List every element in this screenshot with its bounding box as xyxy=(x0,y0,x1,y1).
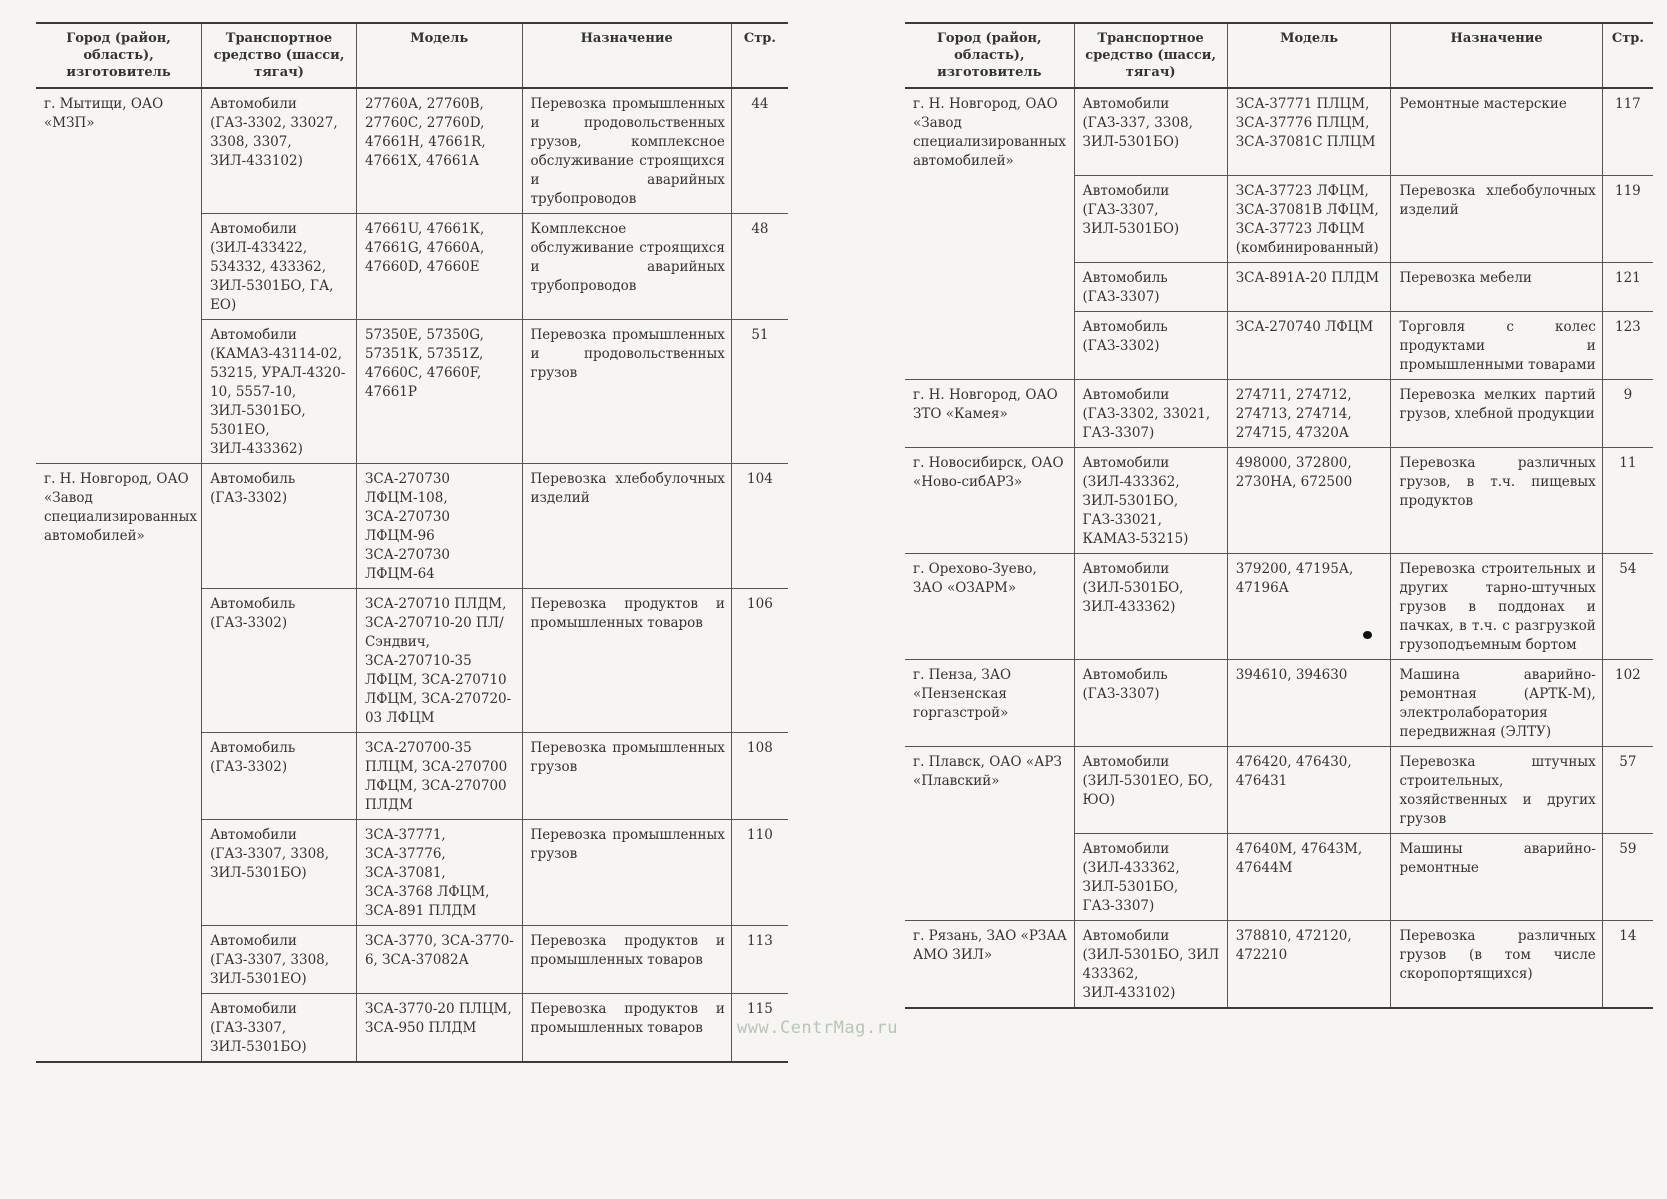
vehicle-cell: Автомобиль (ГАЗ-3307) xyxy=(1074,659,1227,746)
model-cell: ЗСА-3770, ЗСА-3770-6, ЗСА-37082А xyxy=(356,926,522,994)
table-row xyxy=(36,589,788,733)
page-cell: 51 xyxy=(731,320,788,464)
model-cell: ЗСА-3770-20 ПЛЦМ, ЗСА-950 ПЛДМ xyxy=(356,994,522,1063)
city-cell: г. Мытищи, ОАО «МЗП» xyxy=(36,88,202,214)
page-cell: 113 xyxy=(731,926,788,994)
city-cell: г. Н. Новгород, ОАО «Завод специализированных автомобилей» xyxy=(905,88,1074,175)
vehicle-cell: Автомобили (ЗИЛ-5301БО, ЗИЛ-433362) xyxy=(1074,553,1227,659)
table-row xyxy=(36,733,788,820)
model-cell: 394610, 394630 xyxy=(1227,659,1391,746)
page-cell: 48 xyxy=(731,214,788,320)
table-body-left xyxy=(36,88,788,1062)
purpose-cell: Перевозка различных грузов (в том числе скоропортящихся) xyxy=(1391,920,1602,1008)
vehicle-cell: Автомобиль (ГАЗ-3307) xyxy=(1074,262,1227,311)
page-cell: 9 xyxy=(1602,379,1653,447)
header-row xyxy=(905,23,1653,88)
vehicle-cell: Автомобили (ГАЗ-3307, 3308, ЗИЛ-5301БО) xyxy=(202,820,357,926)
vehicle-cell: Автомобили (ЗИЛ-433362, ЗИЛ-5301БО, ГАЗ-3307) xyxy=(1074,833,1227,920)
model-cell: 476420, 476430, 476431 xyxy=(1227,746,1391,833)
purpose-cell: Машина аварийно-ремонтная (АРТК-М), электролаборатория передвижная (ЭЛТУ) xyxy=(1391,659,1602,746)
table-row xyxy=(905,746,1653,833)
city-cell: г. Н. Новгород, ОАО «Завод специализированных автомобилей» xyxy=(36,464,202,589)
purpose-cell: Перевозка продуктов и промышленных товаров xyxy=(522,926,731,994)
page-cell: 44 xyxy=(731,88,788,214)
city-cell: г. Плавск, ОАО «АРЗ «Плавский» xyxy=(905,746,1074,833)
header-page: Стр. xyxy=(731,23,788,88)
purpose-cell: Перевозка строительных и других тарно-штучных грузов в поддонах и пачках, в т.ч. с разгрузкой грузоподъемным бортом xyxy=(1391,553,1602,659)
page-cell: 102 xyxy=(1602,659,1653,746)
table-row xyxy=(905,920,1653,1008)
model-cell: ЗСА-37771, ЗСА-37776, ЗСА-37081, ЗСА-3768 ЛФЦМ, ЗСА-891 ПЛДМ xyxy=(356,820,522,926)
page-cell: 59 xyxy=(1602,833,1653,920)
catalog-table-left xyxy=(36,22,788,1063)
page-cell: 11 xyxy=(1602,447,1653,553)
page-cell: 115 xyxy=(731,994,788,1063)
model-cell: 57350Е, 57350G, 57351К, 57351Z, 47660С, 47660F, 47661Р xyxy=(356,320,522,464)
table-body-right xyxy=(905,88,1653,1008)
page-cell: 14 xyxy=(1602,920,1653,1008)
table-row xyxy=(905,175,1653,262)
page-cell: 110 xyxy=(731,820,788,926)
purpose-cell: Машины аварийно-ремонтные xyxy=(1391,833,1602,920)
purpose-cell: Перевозка промышленных и продовольственных грузов xyxy=(522,320,731,464)
purpose-cell: Торговля с колес продуктами и промышленными товарами xyxy=(1391,311,1602,379)
model-cell: 274711, 274712, 274713, 274714, 274715, 47320А xyxy=(1227,379,1391,447)
header-vehicle: Транспортное средство (шасси, тягач) xyxy=(1074,23,1227,88)
table-row xyxy=(36,820,788,926)
city-cell xyxy=(36,214,202,320)
page-cell: 106 xyxy=(731,589,788,733)
vehicle-cell: Автомобили (ЗИЛ-433422, 534332, 433362, ЗИЛ-5301БО, ГА, ЕО) xyxy=(202,214,357,320)
header-vehicle: Транспортное средство (шасси, тягач) xyxy=(202,23,357,88)
city-cell: г. Н. Новгород, ОАО ЗТО «Камея» xyxy=(905,379,1074,447)
purpose-cell: Перевозка продуктов и промышленных товаров xyxy=(522,589,731,733)
table-row xyxy=(905,311,1653,379)
header-purpose: Назначение xyxy=(522,23,731,88)
purpose-cell: Перевозка промышленных грузов xyxy=(522,820,731,926)
city-cell xyxy=(36,733,202,820)
city-cell xyxy=(905,311,1074,379)
vehicle-cell: Автомобиль (ГАЗ-3302) xyxy=(202,733,357,820)
vehicle-cell: Автомобиль (ГАЗ-3302) xyxy=(202,589,357,733)
purpose-cell: Перевозка мелких партий грузов, хлебной продукции xyxy=(1391,379,1602,447)
header-row xyxy=(36,23,788,88)
model-cell: 379200, 47195А, 47196А xyxy=(1227,553,1391,659)
page-cell: 121 xyxy=(1602,262,1653,311)
table-row xyxy=(905,262,1653,311)
city-cell xyxy=(36,589,202,733)
city-cell xyxy=(36,926,202,994)
watermark: www.CentrMag.ru xyxy=(737,1018,899,1038)
table-row xyxy=(36,320,788,464)
table-row xyxy=(36,994,788,1063)
purpose-cell: Ремонтные мастерские xyxy=(1391,88,1602,175)
table-row xyxy=(905,447,1653,553)
purpose-cell: Комплексное обслуживание строящихся и аварийных трубопроводов xyxy=(522,214,731,320)
vehicle-cell: Автомобили (ЗИЛ-5301ЕО, БО, ЮО) xyxy=(1074,746,1227,833)
model-cell: ЗСА-37723 ЛФЦМ, ЗСА-37081В ЛФЦМ, ЗСА-37723 ЛФЦМ (комбинированный) xyxy=(1227,175,1391,262)
header-page: Стр. xyxy=(1602,23,1653,88)
vehicle-cell: Автомобили (ГАЗ-3302, 33027, 3308, 3307, ЗИЛ-433102) xyxy=(202,88,357,214)
vehicle-cell: Автомобили (ГАЗ-337, 3308, ЗИЛ-5301БО) xyxy=(1074,88,1227,175)
table-row xyxy=(905,833,1653,920)
city-cell xyxy=(36,320,202,464)
vehicle-cell: Автомобиль (ГАЗ-3302) xyxy=(202,464,357,589)
table-row xyxy=(36,214,788,320)
header-city: Город (район, область), изготовитель xyxy=(36,23,202,88)
catalog-table-right xyxy=(905,22,1653,1009)
left-page xyxy=(36,22,788,1063)
purpose-cell: Перевозка продуктов и промышленных товаров xyxy=(522,994,731,1063)
purpose-cell: Перевозка хлебобулочных изделий xyxy=(522,464,731,589)
purpose-cell: Перевозка хлебобулочных изделий xyxy=(1391,175,1602,262)
city-cell: г. Рязань, ЗАО «РЗАА АМО ЗИЛ» xyxy=(905,920,1074,1008)
model-cell: 498000, 372800, 2730НА, 672500 xyxy=(1227,447,1391,553)
table-row xyxy=(905,88,1653,175)
model-cell: ЗСА-270700-35 ПЛЦМ, ЗСА-270700 ЛФЦМ, ЗСА-270700 ПЛДМ xyxy=(356,733,522,820)
city-cell xyxy=(905,175,1074,262)
model-cell: ЗСА-270730 ЛФЦМ-108, ЗСА-270730 ЛФЦМ-96 ЗСА-270730 ЛФЦМ-64 xyxy=(356,464,522,589)
model-cell: 27760А, 27760В, 27760С, 27760D, 47661Н, 47661R, 47661Х, 47661А xyxy=(356,88,522,214)
city-cell xyxy=(36,820,202,926)
right-page xyxy=(905,22,1653,1009)
header-purpose: Назначение xyxy=(1391,23,1602,88)
vehicle-cell: Автомобили (ГАЗ-3307, 3308, ЗИЛ-5301ЕО) xyxy=(202,926,357,994)
header-model: Модель xyxy=(356,23,522,88)
table-row xyxy=(905,659,1653,746)
table-row xyxy=(36,464,788,589)
table-row xyxy=(36,88,788,214)
page-cell: 119 xyxy=(1602,175,1653,262)
city-cell: г. Орехово-Зуево, ЗАО «ОЗАРМ» xyxy=(905,553,1074,659)
model-cell: ЗСА-270740 ЛФЦМ xyxy=(1227,311,1391,379)
page-cell: 117 xyxy=(1602,88,1653,175)
model-cell: 378810, 472120, 472210 xyxy=(1227,920,1391,1008)
model-cell: 47661U, 47661К, 47661G, 47660А, 47660D, 47660Е xyxy=(356,214,522,320)
page-cell: 108 xyxy=(731,733,788,820)
vehicle-cell: Автомобили (ГАЗ-3307, ЗИЛ-5301БО) xyxy=(202,994,357,1063)
page-cell: 54 xyxy=(1602,553,1653,659)
purpose-cell: Перевозка различных грузов, в т.ч. пищевых продуктов xyxy=(1391,447,1602,553)
city-cell: г. Пенза, ЗАО «Пензенская горгазстрой» xyxy=(905,659,1074,746)
ink-spot xyxy=(1363,631,1372,639)
city-cell xyxy=(905,833,1074,920)
model-cell: ЗСА-37771 ПЛЦМ, ЗСА-37776 ПЛЦМ, ЗСА-37081С ПЛЦМ xyxy=(1227,88,1391,175)
model-cell: ЗСА-891А-20 ПЛДМ xyxy=(1227,262,1391,311)
table-row xyxy=(905,379,1653,447)
city-cell: г. Новосибирск, ОАО «Ново-сибАРЗ» xyxy=(905,447,1074,553)
table-row xyxy=(36,926,788,994)
model-cell: 47640М, 47643М, 47644М xyxy=(1227,833,1391,920)
model-cell: ЗСА-270710 ПЛДМ, ЗСА-270710-20 ПЛ/Сэндвич, ЗСА-270710-35 ЛФЦМ, ЗСА-270710 ЛФЦМ, ЗСА-270720-03 ЛФЦМ xyxy=(356,589,522,733)
vehicle-cell: Автомобили (ЗИЛ-5301БО, ЗИЛ 433362, ЗИЛ-433102) xyxy=(1074,920,1227,1008)
city-cell xyxy=(36,994,202,1063)
vehicle-cell: Автомобиль (ГАЗ-3302) xyxy=(1074,311,1227,379)
vehicle-cell: Автомобили (ГАЗ-3302, 33021, ГАЗ-3307) xyxy=(1074,379,1227,447)
vehicle-cell: Автомобили (ЗИЛ-433362, ЗИЛ-5301БО, ГАЗ-33021, КАМАЗ-53215) xyxy=(1074,447,1227,553)
page-cell: 104 xyxy=(731,464,788,589)
city-cell xyxy=(905,262,1074,311)
table-row xyxy=(905,553,1653,659)
page-cell: 123 xyxy=(1602,311,1653,379)
header-model: Модель xyxy=(1227,23,1391,88)
purpose-cell: Перевозка штучных строительных, хозяйственных и других грузов xyxy=(1391,746,1602,833)
header-city: Город (район, область), изготовитель xyxy=(905,23,1074,88)
vehicle-cell: Автомобили (КАМАЗ-43114-02, 53215, УРАЛ-4320-10, 5557-10, ЗИЛ-5301БО, 5301ЕО, ЗИЛ-433362) xyxy=(202,320,357,464)
page-cell: 57 xyxy=(1602,746,1653,833)
vehicle-cell: Автомобили (ГАЗ-3307, ЗИЛ-5301БО) xyxy=(1074,175,1227,262)
purpose-cell: Перевозка мебели xyxy=(1391,262,1602,311)
purpose-cell: Перевозка промышленных и продовольственных грузов, комплексное обслуживание строящихся и аварийных трубопроводов xyxy=(522,88,731,214)
purpose-cell: Перевозка промышленных грузов xyxy=(522,733,731,820)
